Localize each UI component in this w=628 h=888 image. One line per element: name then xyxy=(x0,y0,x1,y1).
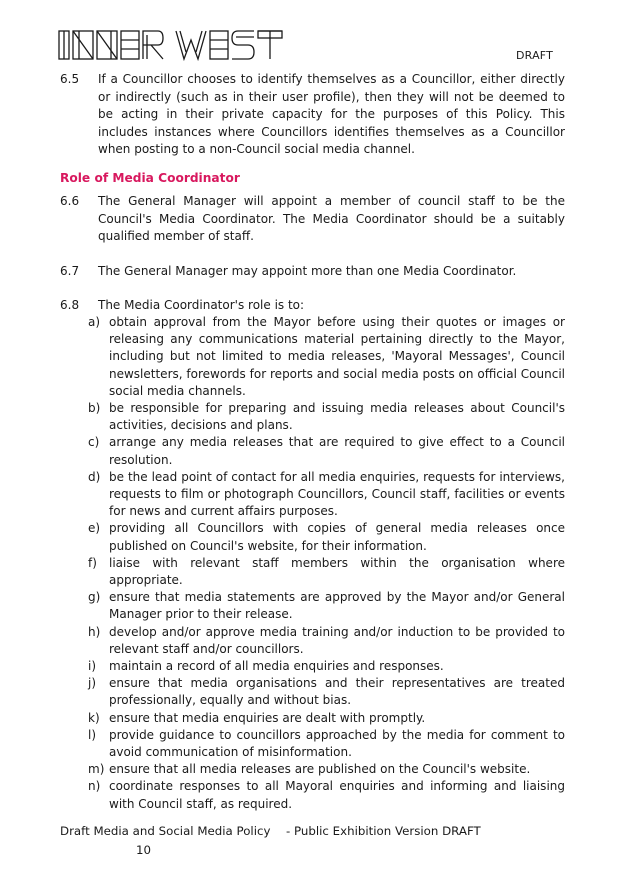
list-item-label: a) xyxy=(88,315,101,329)
paragraph-6-8 xyxy=(60,297,565,315)
list-item-text: ensure that media organisations and their representatives are treated professionally, equally and without bias. xyxy=(109,676,565,708)
list-item-label: n) xyxy=(88,779,101,794)
footer-version: - Public Exhibition Version DRAFT xyxy=(286,824,481,838)
paragraph-6-6 xyxy=(60,193,565,246)
list-item xyxy=(88,314,565,400)
list-item-text: develop and/or approve media training and/or induction to be provided to relevant staff and/or councillors. xyxy=(109,624,565,656)
paragraph-number: 6.8 xyxy=(60,298,80,312)
list-item-text: ensure that all media releases are published on the Council's website. xyxy=(109,762,531,777)
list-item xyxy=(88,675,565,709)
list-item xyxy=(88,520,565,554)
paragraph-text: The General Manager will appoint a member of council staff to be the Council's Media Coordinator. The Media Coordinator should be a suitably qualified member of staff. xyxy=(98,194,565,244)
paragraph-6-7 xyxy=(60,263,565,281)
list-item-text: ensure that media enquiries are dealt with promptly. xyxy=(109,710,426,725)
footer-document-title: Draft Media and Social Media Policy xyxy=(60,824,271,838)
list-item-text: arrange any media releases that are required to give effect to a Council resolution. xyxy=(109,435,565,467)
list-item-label: l) xyxy=(88,727,97,742)
list-item-text: maintain a record of all media enquiries and responses. xyxy=(109,659,444,674)
list-item-text: coordinate responses to all Mayoral enquiries and informing and liaising with Council staff, as required. xyxy=(109,779,565,811)
paragraph-number: 6.6 xyxy=(60,194,80,208)
list-item-text: obtain approval from the Mayor before using their quotes or images or releasing any communications material pertaining directly to the Mayor, including but not limited to media releases, 'Mayoral Messages', Council newsletters, forewords for reports and social media posts on official Council social media channels. xyxy=(109,315,565,398)
list-item-label: c) xyxy=(88,435,100,450)
list-item xyxy=(88,555,565,589)
list-item xyxy=(88,658,565,675)
media-coordinator-role-list xyxy=(88,314,565,813)
list-item-label: i) xyxy=(88,659,97,674)
list-item-label: h) xyxy=(88,624,101,639)
list-item xyxy=(88,778,565,812)
list-item-text: ensure that media statements are approved by the Mayor and/or General Manager prior to their release. xyxy=(109,590,565,622)
list-item xyxy=(88,469,565,521)
list-item-label: k) xyxy=(88,710,100,725)
paragraph-text: The Media Coordinator's role is to: xyxy=(98,298,305,312)
list-item-text: provide guidance to councillors approached by the media for comment to avoid communication of misinformation. xyxy=(109,727,565,760)
draft-label: DRAFT xyxy=(516,49,554,62)
paragraph-6-5 xyxy=(60,71,565,159)
list-item xyxy=(88,434,565,468)
paragraph-number: 6.7 xyxy=(60,264,80,278)
list-item-label: j) xyxy=(88,676,97,691)
list-item xyxy=(88,727,565,761)
list-item xyxy=(88,710,565,727)
list-item-label: e) xyxy=(88,521,101,536)
list-item-text: be the lead point of contact for all media enquiries, requests for interviews, requests to film or photograph Councillors, Council staff, facilities or events for news and current affairs purposes. xyxy=(109,469,565,519)
inner-west-logo xyxy=(58,28,298,62)
list-item-text: providing all Councillors with copies of general media releases once published on Council's website, for their information. xyxy=(109,521,565,553)
paragraph-number: 6.5 xyxy=(60,72,80,86)
list-item xyxy=(88,400,565,434)
list-item-label: m) xyxy=(88,762,105,777)
list-item xyxy=(88,589,565,623)
section-heading: Role of Media Coordinator xyxy=(60,171,240,185)
list-item-label: f) xyxy=(88,555,97,570)
list-item xyxy=(88,624,565,658)
list-item-text: be responsible for preparing and issuing media releases about Council's activities, decisions and plans. xyxy=(109,401,565,433)
page-number: 10 xyxy=(136,843,152,857)
list-item-label: d) xyxy=(88,469,101,484)
list-item xyxy=(88,761,565,778)
list-item-label: b) xyxy=(88,401,101,416)
list-item-text: liaise with relevant staff members within the organisation where appropriate. xyxy=(109,555,565,588)
list-item-label: g) xyxy=(88,590,101,605)
paragraph-text: If a Councillor chooses to identify themselves as a Councillor, either directly or indirectly (such as in their user profile), then they will not be deemed to be acting in their private capacity for the purposes of this Policy. This includes instances where Councillors identifies themselves as a Councillor when posting to a non-Council social media channel. xyxy=(98,72,565,157)
paragraph-text: The General Manager may appoint more than one Media Coordinator. xyxy=(98,264,517,278)
